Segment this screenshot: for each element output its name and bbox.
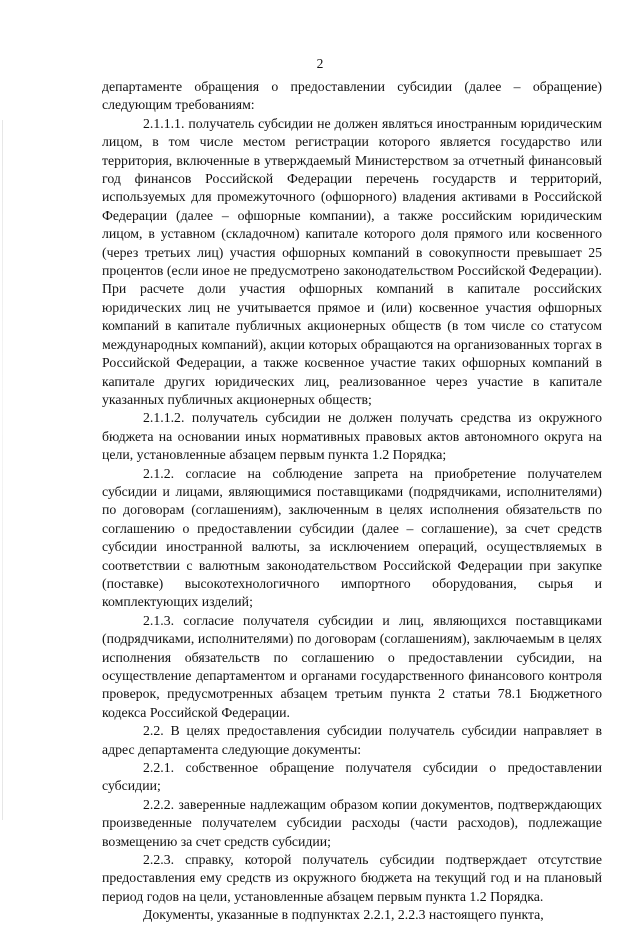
paragraph: 2.1.1.1. получатель субсидии не должен являться иностранным юридическим лицом, в том числе местом регистрации которого является государство или территория, включенные в утверждаемый Министерством за отчетный финансовый год финансов Российской Федерации перечень государств и территорий, используемых для промежуточного (офшорного) владения активами в Российской Федерации (далее – офшорные компании), а также российским юридическим лицом, в уставном (складочном) капитале которого доля прямого или косвенного (через третьих лиц) участия офшорных компаний в совокупности превышает 25 процентов (если иное не предусмотрено законодательством Российской Федерации). При расчете доли участия офшорных компаний в капитале российских юридических лиц не учитывается прямое и (или) косвенное участия офшорных компаний в капитале публичных акционерных обществ (в том числе со статусом международных компаний), акции которых обращаются на организованных торгах в Российской Федерации, а также косвенное участие таких офшорных компаний в капитале других юридических лиц, реализованное через участие в капитале указанных публичных акционерных обществ; xyxy=(102,115,602,407)
paragraph: 2.2. В целях предоставления субсидии получатель субсидии направляет в адрес департамента следующие документы: xyxy=(102,723,602,757)
paragraph: 2.2.3. справку, которой получатель субсидии подтверждает отсутствие предоставления ему средств из окружного бюджета на текущий год и на плановый период годов на цели, установленные абзацем первым пункта 1.2 Порядка. xyxy=(102,852,602,904)
paragraph: 2.1.3. согласие получателя субсидии и лиц, являющихся поставщиками (подрядчиками, исполнителями) по договорам (соглашениям), заключаемым в целях исполнения обязательств по соглашению о предоставлении субсидии, на осуществление департаментом и органами государственного финансового контроля проверок, предусмотренных абзацем третьим пункта 2 статьи 78.1 Бюджетного кодекса Российской Федерации. xyxy=(102,612,602,720)
page-number: 2 xyxy=(316,56,324,71)
paragraph: Документы, указанные в подпунктах 2.2.1, 2.2.3 настоящего пункта, xyxy=(143,907,544,923)
paragraph: 2.2.1. собственное обращение получателя субсидии о предоставлении субсидии; xyxy=(102,760,602,794)
document-body xyxy=(102,78,602,925)
paragraph: 2.2.2. заверенные надлежащим образом копии документов, подтверждающих произведенные получателем субсидии расходы (части расходов), подлежащие возмещению за счет средств субсидии; xyxy=(102,796,602,849)
paragraph: 2.1.1.2. получатель субсидии не должен получать средства из окружного бюджета на основании иных нормативных правовых актов автономного округа на цели, установленные абзацем первым пункта 1.2 Порядка; xyxy=(102,410,602,463)
paragraph: департаменте обращения о предоставлении субсидии (далее – обращение) следующим требованиям: xyxy=(102,79,602,113)
scan-edge-shadow xyxy=(2,120,3,820)
paragraph: 2.1.2. согласие на соблюдение запрета на приобретение получателем субсидии и лицами, являющимися поставщиками (подрядчиками, исполнителями) по договорам (соглашениям), заключенным в целях исполнения обязательств по соглашению о предоставлении субсидии (далее – соглашение), за счет средств субсидии иностранной валюты, за исключением операций, осуществляемых в соответствии с валютным законодательством Российской Федерации при закупке (поставке) высокотехнологичного импортного оборудования, сырья и комплектующих изделий; xyxy=(102,465,602,610)
